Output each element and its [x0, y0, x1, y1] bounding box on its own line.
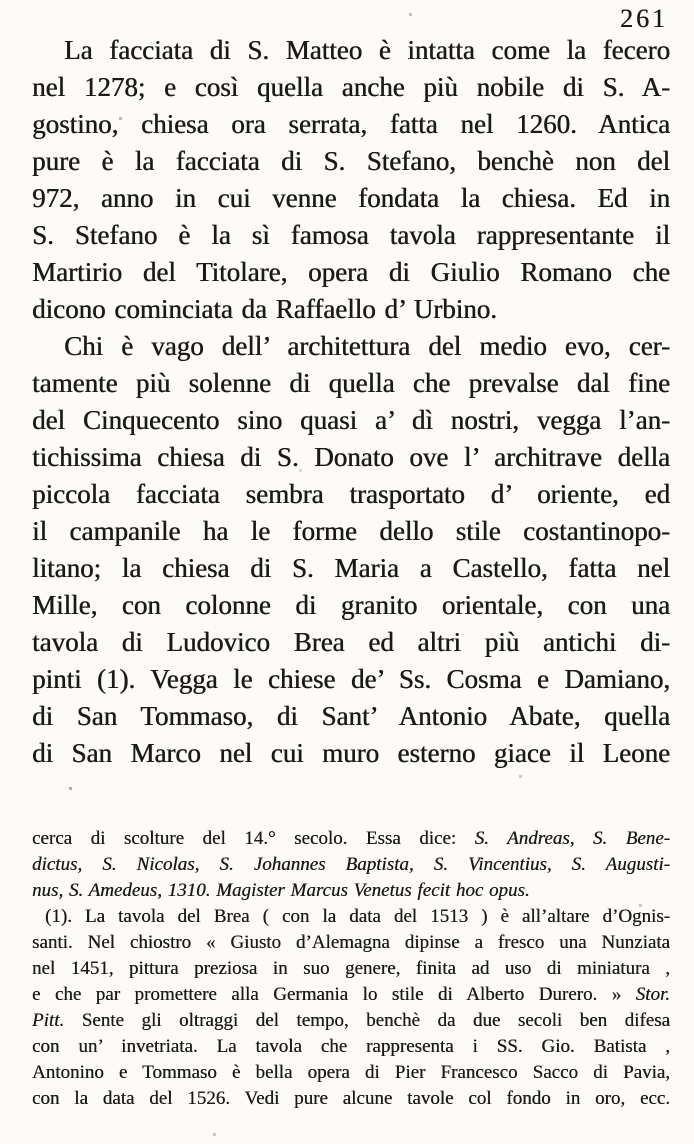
main-text-line: gostino, chiesa ora serrata, fatta nel 1260. Antica	[32, 109, 670, 139]
main-text-line: dicono cominciata da Raffaello d’ Urbino.	[32, 294, 497, 324]
main-text-line: S. Stefano è la sì famosa tavola rappresentante il	[32, 220, 670, 250]
footnote-line	[32, 852, 670, 878]
main-text-line: il campanile ha le forme dello stile costantinopo-	[32, 516, 670, 546]
footnote-italic-segment: Pitt.	[32, 1010, 65, 1031]
main-text-line: Martirio del Titolare, opera di Giulio Romano che	[32, 257, 670, 287]
footnote-line	[32, 1086, 670, 1112]
main-text-line: litano; la chiesa di S. Maria a Castello, fatta nel	[32, 553, 670, 583]
footnote-segment: con la data del 1526. Vedi pure alcune tavole col fondo in oro, ecc.	[32, 1088, 670, 1109]
main-text-line: piccola facciata sembra trasportato d’ oriente, ed	[32, 479, 670, 509]
main-text-line: di San Marco nel cui muro esterno giace il Leone	[32, 738, 670, 768]
main-text-block	[32, 32, 670, 772]
main-text-line: nel 1278; e così quella anche più nobile di S. A-	[32, 72, 670, 102]
footnote-line	[32, 878, 670, 904]
main-text-line: Chi è vago dell’ architettura del medio evo, cer-	[64, 331, 670, 361]
footnote-line	[32, 1060, 670, 1086]
main-text-line: tamente più solenne di quella che prevalse dal fine	[32, 368, 670, 398]
footnote-italic-segment: S. Andreas, S. Bene-	[474, 828, 670, 849]
main-text-line: Mille, con colonne di granito orientale, con una	[32, 590, 670, 620]
footnote-line	[32, 982, 670, 1008]
footnote-segment: Antonino e Tommaso è bella opera di Pier Francesco Sacco di Pavia,	[32, 1062, 670, 1083]
footnote-segment: con un’ invetriata. La tavola che rappresenta i SS. Gio. Batista ,	[32, 1036, 670, 1057]
footnote-segment: Sente gli oltraggi del tempo, benchè da due secoli ben difesa	[64, 1010, 670, 1031]
scan-noise	[0, 0, 1, 1]
main-text-line: tavola di Ludovico Brea ed altri più antichi di-	[32, 627, 670, 657]
footnote-segment: nel 1451, pittura preziosa in suo genere, finita ad uso di miniatura ,	[32, 958, 670, 979]
main-text-line: tichissima chiesa di S. Donato ove l’ architrave della	[32, 442, 670, 472]
page-number: 261	[620, 4, 668, 33]
footnote-line	[32, 1008, 670, 1034]
main-text-line: pinti (1). Vegga le chiese de’ Ss. Cosma e Damiano,	[32, 664, 670, 694]
footnote-segment: e che par promettere alla Germania lo stile di Alberto Durero. »	[32, 984, 636, 1005]
footnote-line	[32, 956, 670, 982]
footnote-line	[32, 930, 670, 956]
main-text-line: 972, anno in cui venne fondata la chiesa. Ed in	[32, 183, 670, 213]
footnote-italic-segment: nus, S. Amedeus, 1310. Magister Marcus Venetus fecit hoc opus.	[32, 880, 530, 901]
footnote-line	[32, 826, 670, 852]
main-text-line: di San Tommaso, di Sant’ Antonio Abate, quella	[32, 701, 670, 731]
footnote-line	[32, 1034, 670, 1060]
main-text-line: pure è la facciata di S. Stefano, benchè non del	[32, 146, 670, 176]
footnote-line	[32, 904, 670, 930]
footnote-italic-segment: dictus, S. Nicolas, S. Johannes Baptista, S. Vincentius, S. Augusti-	[32, 854, 670, 875]
footnote-italic-segment: Stor.	[635, 984, 670, 1005]
footnote-segment: cerca di scolture del 14.° secolo. Essa dice:	[32, 828, 475, 849]
footnote-block	[32, 826, 670, 1112]
main-text-line: del Cinquecento sino quasi a’ dì nostri, vegga l’an-	[32, 405, 670, 435]
main-text-line: La facciata di S. Matteo è intatta come la fecero	[64, 35, 670, 65]
footnote-segment: (1). La tavola del Brea ( con la data del 1513 ) è all’altare d’Ognis-	[45, 906, 670, 927]
footnote-segment: santi. Nel chiostro « Giusto d’Alemagna dipinse a fresco una Nunziata	[32, 932, 670, 953]
